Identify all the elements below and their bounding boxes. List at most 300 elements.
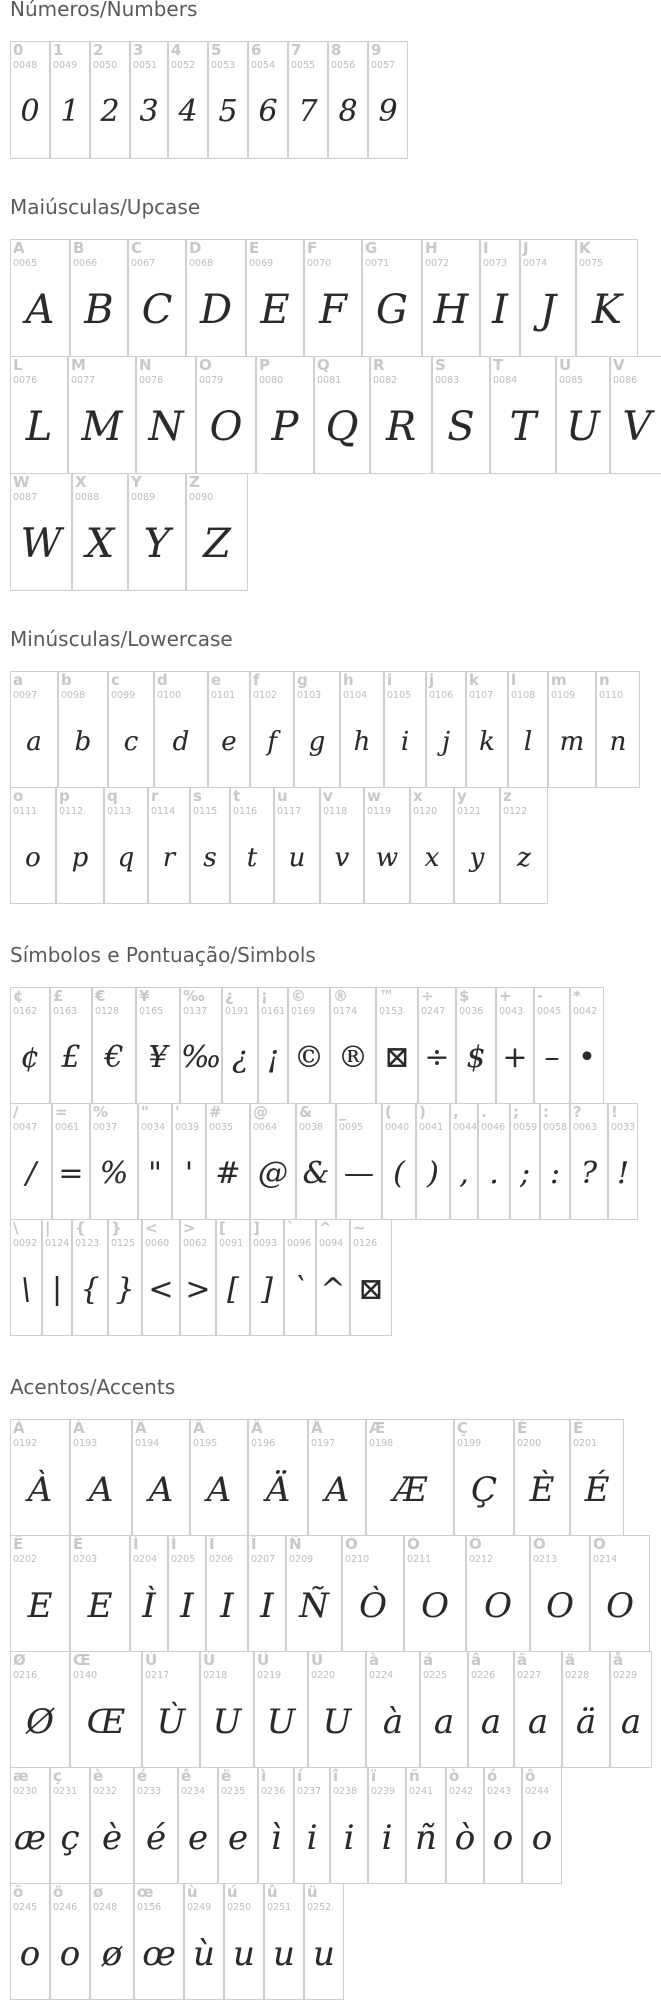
glyph-cell [10,41,50,159]
glyph-label: Î [209,1535,215,1553]
glyph-cell [364,787,410,904]
section-title-symbols: Símbolos e Pontuação/Simbols [10,943,316,967]
glyph-code: 0194 [135,1438,160,1449]
glyph-sample: t [246,843,258,873]
glyph-code: 0080 [259,375,284,386]
glyph-sample: O [484,1586,512,1626]
glyph-sample: ^ [320,1272,346,1307]
glyph-label: Ò [345,1535,358,1553]
glyph-label: M [71,356,86,374]
glyph-cell [10,1535,70,1652]
glyph-cell [250,1219,284,1336]
glyph-code: 0048 [13,60,38,71]
glyph-cell [514,1419,570,1536]
glyph-sample: E [260,287,290,333]
glyph-sample: o [531,1818,553,1858]
glyph-label: ? [573,1103,582,1121]
glyph-label: z [503,787,512,805]
glyph-code: 0241 [409,1786,434,1797]
glyph-code: 0161 [261,1006,286,1017]
glyph-cell [186,473,248,591]
glyph-code: 0039 [175,1122,200,1133]
glyph-code: 0114 [151,806,176,817]
glyph-label: Ä [251,1419,263,1437]
glyph-code: 0072 [425,258,450,269]
glyph-code: 0195 [193,1438,218,1449]
glyph-cell [90,1883,134,2000]
glyph-label: w [367,787,381,805]
glyph-cell [178,1767,218,1884]
glyph-cell [314,356,370,474]
glyph-sample: Æ [392,1470,428,1510]
glyph-sample: X [85,521,115,567]
glyph-cell [368,41,408,159]
glyph-sample: 8 [338,94,358,129]
glyph-cell [308,1419,366,1536]
glyph-sample: H [433,287,469,333]
glyph-sample: c [123,727,139,757]
glyph-sample: A [206,1470,232,1510]
glyph-sample: Œ [86,1702,126,1742]
glyph-sample: o [492,1818,514,1858]
glyph-cell [50,987,92,1104]
glyph-code: 0102 [253,690,278,701]
glyph-cell [608,1103,638,1220]
glyph-code: 0083 [435,375,460,386]
glyph-sample: À [27,1470,53,1510]
glyph-sample: U [212,1702,242,1742]
glyph-label: Ê [13,1535,24,1553]
glyph-label: x [413,787,423,805]
glyph-cell [206,1103,250,1220]
glyph-sample: Ñ [299,1586,329,1626]
glyph-cell [510,1103,540,1220]
glyph-sample: Ø [26,1702,54,1742]
glyph-cell [294,1767,330,1884]
glyph-sample: ç [60,1818,80,1858]
glyph-label: . [481,1103,487,1121]
glyph-label: Ì [133,1535,139,1553]
glyph-label: ø [93,1883,104,1901]
glyph-sample: • [578,1040,596,1075]
glyph-sample: ¿ [231,1040,249,1075]
glyph-cell [456,987,496,1104]
glyph-sample: b [74,727,92,757]
glyph-label: H [425,239,438,257]
glyph-label: v [323,787,333,805]
glyph-label: ù [187,1883,198,1901]
glyph-code: 0191 [225,1006,250,1017]
glyph-code: 0038 [299,1122,324,1133]
glyph-sample: o [25,843,41,873]
glyph-sample: + [502,1040,528,1075]
glyph-cell [70,1419,132,1536]
glyph-sample: % [99,1156,129,1191]
glyph-code: 0122 [503,806,528,817]
glyph-cell [556,356,610,474]
glyph-label: 2 [93,41,104,59]
glyph-code: 0216 [13,1670,38,1681]
glyph-code: 0071 [365,258,390,269]
glyph-code: 0058 [543,1122,568,1133]
glyph-label: â [471,1651,482,1669]
glyph-sample: è [101,1818,123,1858]
glyph-cell [500,787,548,904]
glyph-label: ô [525,1767,536,1785]
glyph-code: 0231 [53,1786,78,1797]
glyph-code: 0049 [53,60,78,71]
glyph-code: 0119 [367,806,392,817]
glyph-code: 0075 [579,258,604,269]
glyph-label: K [579,239,591,257]
glyph-label: h [343,671,354,689]
glyph-sample: – [544,1040,560,1075]
glyph-cell [258,987,288,1104]
glyph-cell [90,1103,138,1220]
glyph-sample: ä [575,1702,597,1742]
glyph-cell [342,1535,404,1652]
glyph-label: ; [513,1103,519,1121]
glyph-label: * [573,987,581,1005]
glyph-label: Ó [407,1535,420,1553]
glyph-cell [256,356,314,474]
glyph-label: G [365,239,378,257]
glyph-code: 0065 [13,258,38,269]
glyph-label: Ú [203,1651,216,1669]
glyph-sample: } [115,1272,135,1307]
glyph-cell [468,1651,514,1768]
glyph-sample: A [25,287,55,333]
glyph-cell [184,1883,224,2000]
glyph-code: 0207 [251,1554,276,1565]
glyph-code: 0115 [193,806,218,817]
glyph-code: 0126 [353,1238,378,1249]
glyph-sample: A [148,1470,174,1510]
glyph-code: 0111 [13,806,38,817]
glyph-label: Ù [145,1651,158,1669]
glyph-cell [490,356,556,474]
glyph-sample: p [71,843,89,873]
glyph-cell [286,1535,342,1652]
glyph-label: L [13,356,23,374]
glyph-cell [230,787,274,904]
glyph-cell [454,787,500,904]
glyph-label: à [369,1651,380,1669]
glyph-sample: a [480,1702,502,1742]
glyph-cell [590,1535,650,1652]
glyph-cell [406,1767,446,1884]
glyph-cell [104,787,148,904]
glyph-code: 0107 [469,690,494,701]
glyph-code: 0226 [471,1670,496,1681]
glyph-cell [70,1651,142,1768]
glyph-code: 0218 [203,1670,228,1681]
glyph-code: 0098 [61,690,86,701]
glyph-sample: © [294,1040,324,1075]
glyph-sample: u [313,1934,335,1974]
glyph-code: 0104 [343,690,368,701]
glyph-label: B [73,239,85,257]
glyph-sample: [ [227,1272,239,1307]
glyph-sample: ⊠ [384,1040,410,1075]
glyph-code: 0063 [573,1122,598,1133]
glyph-label: ¥ [139,987,150,1005]
glyph-code: 0242 [449,1786,474,1797]
glyph-cell [172,1103,206,1220]
glyph-sample: y [469,843,485,873]
glyph-cell [168,1535,206,1652]
glyph-code: 0036 [459,1006,484,1017]
glyph-code: 0203 [73,1554,98,1565]
glyph-label: d [157,671,168,689]
glyph-label: N [139,356,152,374]
glyph-sample: É [584,1470,610,1510]
glyph-label: 3 [133,41,144,59]
glyph-sample: z [517,843,531,873]
glyph-code: 0233 [137,1786,162,1797]
glyph-sample: ⊠ [358,1272,384,1307]
glyph-code: 0067 [131,258,156,269]
glyph-sample: € [104,1040,124,1075]
glyph-code: 0091 [219,1238,244,1249]
glyph-code: 0206 [209,1554,234,1565]
glyph-sample: ù [193,1934,215,1974]
glyph-cell [576,239,638,357]
glyph-code: 0153 [379,1006,404,1017]
glyph-label: Å [311,1419,323,1437]
glyph-cell [10,1219,42,1336]
glyph-cell [570,1419,624,1536]
glyph-cell [320,787,364,904]
glyph-label: £ [53,987,64,1005]
glyph-sample: E [27,1586,53,1626]
glyph-code: 0059 [513,1122,538,1133]
glyph-sample: | [51,1272,63,1307]
glyph-sample: > [185,1272,211,1307]
glyph-sample: # [215,1156,241,1191]
glyph-label: m [551,671,567,689]
glyph-sample: Ù [156,1702,186,1742]
glyph-cell [384,671,426,788]
glyph-sample: O [421,1586,449,1626]
glyph-cell [42,1219,72,1336]
glyph-label: œ [137,1883,154,1901]
glyph-code: 0244 [525,1786,550,1797]
glyph-label: ä [565,1651,576,1669]
glyph-label: Õ [533,1535,546,1553]
glyph-sample: a [620,1702,642,1742]
glyph-cell [288,41,328,159]
glyph-label: " [141,1103,149,1121]
glyph-label: í [297,1767,303,1785]
glyph-cell [422,239,480,357]
glyph-label: Y [131,473,142,491]
glyph-label: ã [517,1651,528,1669]
glyph-label: É [573,1419,584,1437]
glyph-code: 0162 [13,1006,38,1017]
glyph-code: 0224 [369,1670,394,1681]
glyph-label: À [13,1419,25,1437]
glyph-cell [288,987,330,1104]
glyph-sample: m [559,727,585,757]
glyph-sample: O [209,404,243,450]
glyph-code: 0163 [53,1006,78,1017]
glyph-code: 0201 [573,1438,598,1449]
glyph-label: j [429,671,435,689]
glyph-code: 0200 [517,1438,542,1449]
glyph-label: Í [171,1535,177,1553]
glyph-label: k [469,671,479,689]
glyph-code: 0064 [253,1122,278,1133]
glyph-sample: i [381,1818,393,1858]
glyph-cell [200,1651,254,1768]
glyph-code: 0062 [183,1238,208,1249]
glyph-cell [134,1767,178,1884]
glyph-code: 0095 [339,1122,364,1133]
glyph-code: 0225 [423,1670,448,1681]
glyph-cell [496,987,534,1104]
glyph-cell [50,1883,90,2000]
glyph-label: 8 [331,41,342,59]
glyph-code: 0090 [189,492,214,503]
glyph-code: 0192 [13,1438,38,1449]
glyph-cell [340,671,384,788]
glyph-code: 0103 [297,690,322,701]
glyph-label: < [145,1219,158,1237]
glyph-code: 0076 [13,375,38,386]
glyph-label: { [75,1219,86,1237]
glyph-cell [154,671,208,788]
glyph-sample: R [385,404,417,450]
glyph-code: 0092 [13,1238,38,1249]
glyph-sample: F [319,287,347,333]
glyph-label: O [199,356,212,374]
glyph-cell [264,1883,304,2000]
glyph-code: 0088 [75,492,100,503]
glyph-sample: 3 [139,94,159,129]
glyph-code: 0214 [593,1554,618,1565]
glyph-code: 0057 [371,60,396,71]
glyph-cell [454,1419,514,1536]
glyph-label: b [61,671,72,689]
glyph-cell [50,41,90,159]
glyph-code: 0237 [297,1786,322,1797]
glyph-label: i [387,671,393,689]
glyph-label: 9 [371,41,382,59]
glyph-label: r [151,787,159,805]
glyph-code: 0113 [107,806,132,817]
glyph-cell [10,1103,52,1220]
glyph-cell [366,1419,454,1536]
glyph-sample: j [441,727,451,757]
glyph-code: 0239 [371,1786,396,1797]
glyph-cell [10,1883,50,2000]
glyph-code: 0093 [253,1238,278,1249]
glyph-cell [248,1419,308,1536]
glyph-sample: Z [203,521,231,567]
glyph-sample: é [145,1818,167,1858]
glyph-code: 0069 [249,258,274,269]
glyph-label: á [423,1651,434,1669]
glyph-code: 0251 [267,1902,292,1913]
glyph-label: l [511,671,517,689]
glyph-sample: x [424,843,440,873]
glyph-label: ™ [379,987,394,1005]
glyph-code: 0125 [111,1238,136,1249]
glyph-cell [404,1535,466,1652]
glyph-label: 0 [13,41,24,59]
glyph-label: Œ [73,1651,91,1669]
glyph-sample: 0 [20,94,40,129]
glyph-code: 0046 [481,1122,506,1133]
glyph-code: 0052 [171,60,196,71]
glyph-sample: È [529,1470,555,1510]
glyph-sample: g [308,727,326,757]
glyph-code: 0128 [95,1006,120,1017]
glyph-sample: \ [20,1272,32,1307]
glyph-code: 0106 [429,690,454,701]
glyph-sample: G [376,287,408,333]
glyph-label: Q [317,356,330,374]
glyph-sample: u [273,1934,295,1974]
glyph-sample: N [148,404,184,450]
glyph-sample: D [199,287,233,333]
glyph-cell [350,1219,392,1336]
glyph-sample: Q [325,404,359,450]
glyph-cell [420,1651,468,1768]
glyph-cell [478,1103,510,1220]
glyph-sample: I [492,287,508,333]
glyph-sample: u [288,843,306,873]
glyph-label: f [253,671,260,689]
glyph-label: æ [13,1767,29,1785]
glyph-label: ó [487,1767,498,1785]
glyph-cell [10,671,58,788]
glyph-cell [128,239,186,357]
glyph-sample: r [162,843,176,873]
glyph-label: F [307,239,318,257]
glyph-cell [132,1419,190,1536]
glyph-label: [ [219,1219,226,1237]
glyph-sample: h [353,727,371,757]
glyph-label: é [137,1767,148,1785]
glyph-code: 0051 [133,60,158,71]
glyph-sample: P [271,404,299,450]
glyph-sample: , [459,1156,469,1191]
glyph-sample: l [523,727,533,757]
glyph-sample: L [25,404,53,450]
glyph-cell [130,1535,168,1652]
glyph-label: Ö [593,1535,606,1553]
glyph-sample: ¢ [20,1040,40,1075]
glyph-cell [50,1767,90,1884]
glyph-cell [10,356,68,474]
glyph-label: ` [287,1219,295,1237]
glyph-code: 0117 [277,806,302,817]
glyph-sample: J [539,287,557,333]
glyph-sample: 4 [178,94,198,129]
glyph-sample: ] [261,1272,273,1307]
glyph-code: 0045 [537,1006,562,1017]
glyph-cell [142,1219,180,1336]
glyph-sample: ? [580,1156,598,1191]
glyph-label: ö [53,1883,64,1901]
glyph-cell [520,239,576,357]
glyph-label: + [499,987,512,1005]
glyph-label: Z [189,473,200,491]
glyph-cell [250,671,294,788]
glyph-cell [382,1103,416,1220]
